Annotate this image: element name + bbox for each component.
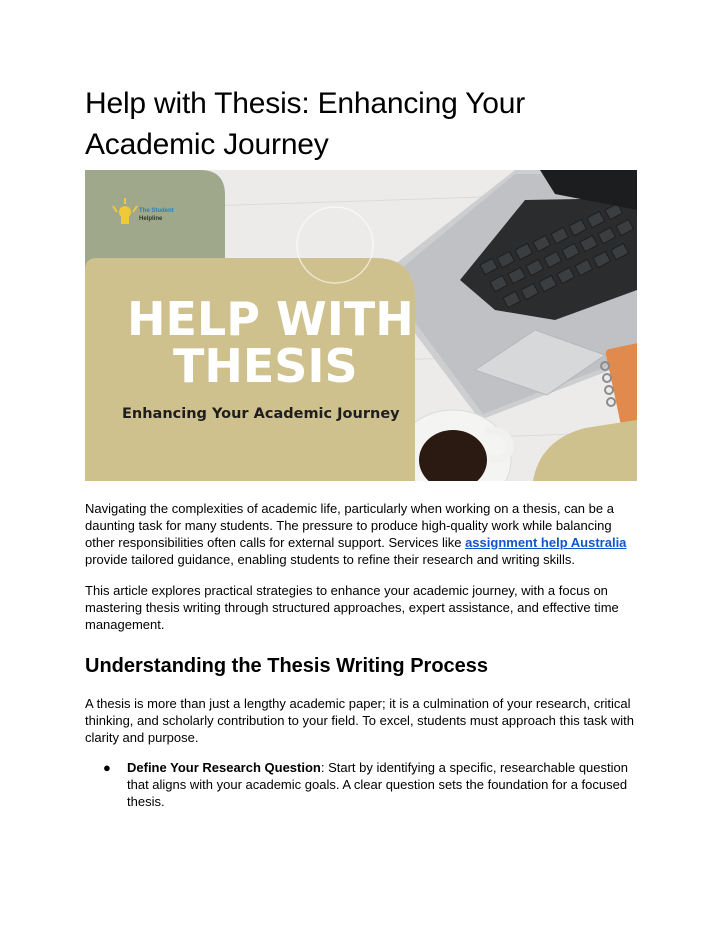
hero-illustration (85, 170, 637, 481)
intro-text-end: provide tailored guidance, enabling students to refine their research and writing skills. (85, 552, 575, 567)
bullet-marker: ● (103, 760, 111, 775)
hero-headline-line2: THESIS (173, 339, 358, 393)
hero-headline-line1: HELP WITH (127, 292, 414, 346)
section-heading: Understanding the Thesis Writing Process (85, 655, 489, 677)
paragraph-3: A thesis is more than just a lengthy academic paper; it is a culmination of your research, critical thinking, and scholarly contribution to your field. To excel, students must approach this task with clarity and purpose. (85, 696, 634, 745)
bullet-text (127, 759, 637, 810)
bullet-bold-label: Define Your Research Question (127, 760, 321, 775)
bullet-body: : Start by identifying a specific, researchable question that aligns with your academic goals. A clear question sets the foundation for a focused thesis. (127, 760, 628, 809)
logo-text-line1: The Student (139, 208, 174, 214)
hero-image (85, 170, 637, 481)
page-title: Help with Thesis: Enhancing Your Academic Journey (85, 87, 525, 161)
paragraph-2: This article explores practical strategies to enhance your academic journey, with a focus on mastering thesis writing through structured approaches, expert assistance, and effective time management. (85, 583, 619, 632)
intro-text-start: Navigating the complexities of academic life, particularly when working on a thesis, can be a daunting task for many students. The pressure to produce high-quality work while balancing other responsibilities often calls for external support. Services like (85, 501, 614, 550)
hero-subheadline: Enhancing Your Academic Journey (122, 406, 400, 422)
logo-text-line2: Helpline (139, 216, 163, 222)
intro-paragraph (85, 500, 637, 568)
assignment-help-link[interactable]: assignment help Australia (465, 535, 627, 550)
